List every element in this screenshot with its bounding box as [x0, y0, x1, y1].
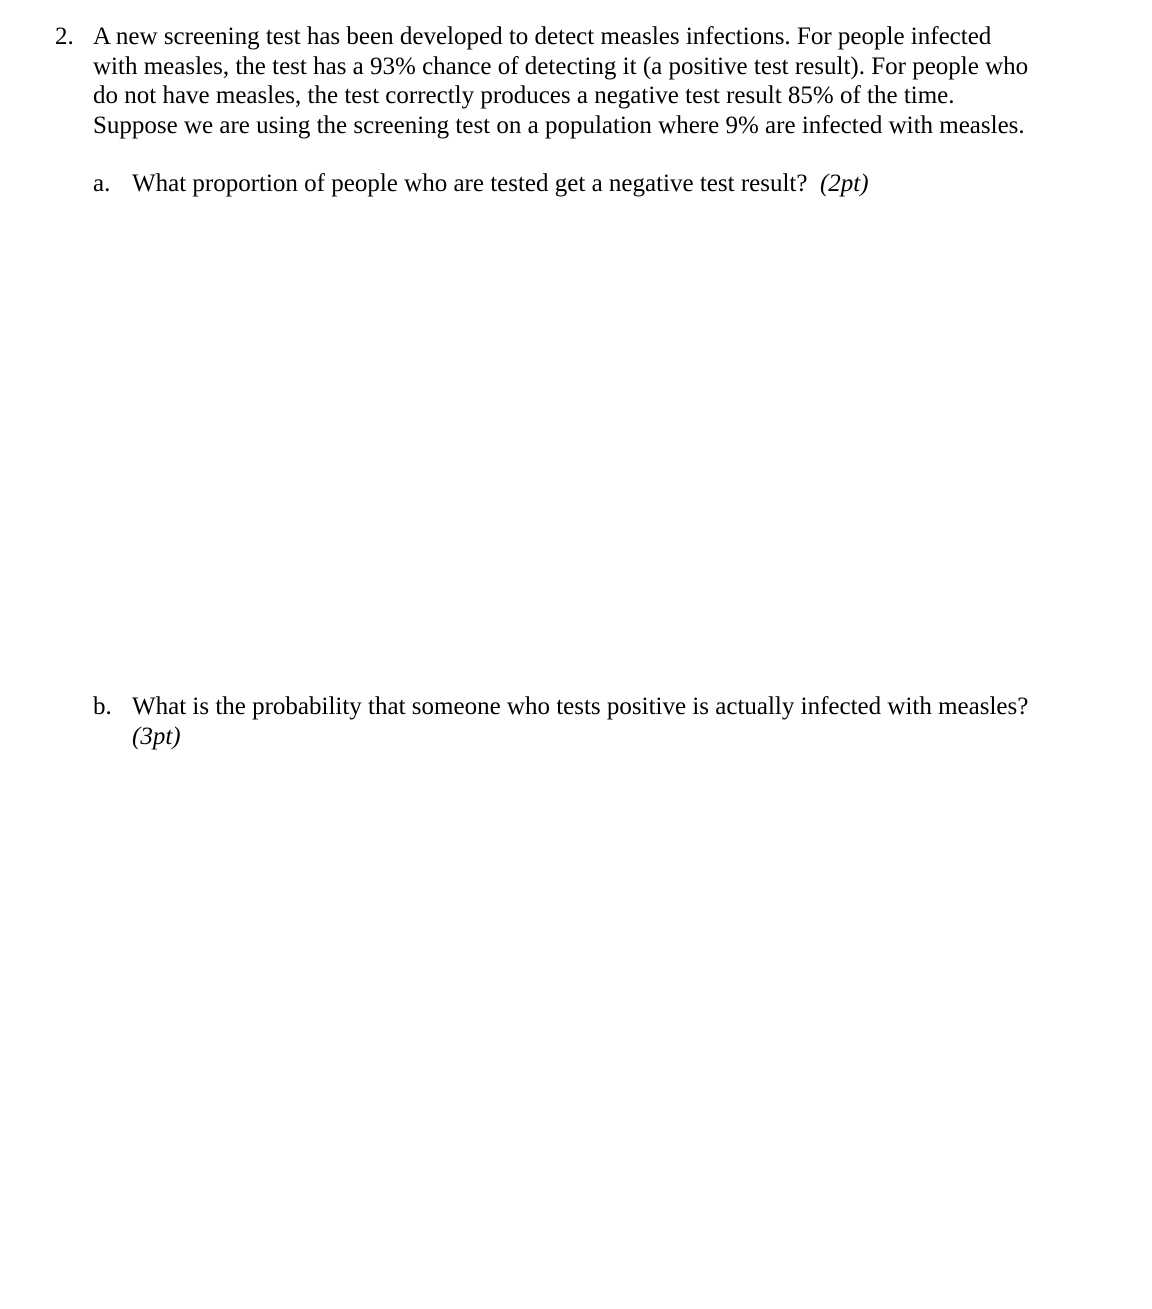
stem-line: do not have measles, the test correctly produces a negative test result 85% of the time.	[93, 82, 955, 109]
part-a-answer-space	[93, 205, 1133, 675]
part-b-prompt	[132, 692, 1132, 751]
part-b-answer-space	[93, 760, 1133, 1280]
part-b-points: (3pt)	[132, 722, 181, 750]
part-b-label: b.	[93, 693, 112, 720]
question-number: 2.	[55, 23, 74, 50]
question-stem	[93, 22, 1133, 140]
part-b-question-text: What is the probability that someone who tests positive is actually infected with measles?	[132, 693, 1029, 720]
part-a-question-text: What proportion of people who are tested get a negative test result?	[132, 170, 808, 197]
part-a-label: a.	[93, 170, 111, 197]
stem-line: A new screening test has been developed to detect measles infections. For people infected	[93, 23, 992, 50]
part-a-prompt-line	[132, 169, 1132, 199]
part-a-points: (2pt)	[819, 170, 869, 197]
part-a-prompt	[132, 169, 1132, 199]
stem-line: Suppose we are using the screening test on a population where 9% are infected with measles.	[93, 111, 1025, 139]
stem-line: with measles, the test has a 93% chance of detecting it (a positive test result). For people who	[93, 52, 1029, 80]
